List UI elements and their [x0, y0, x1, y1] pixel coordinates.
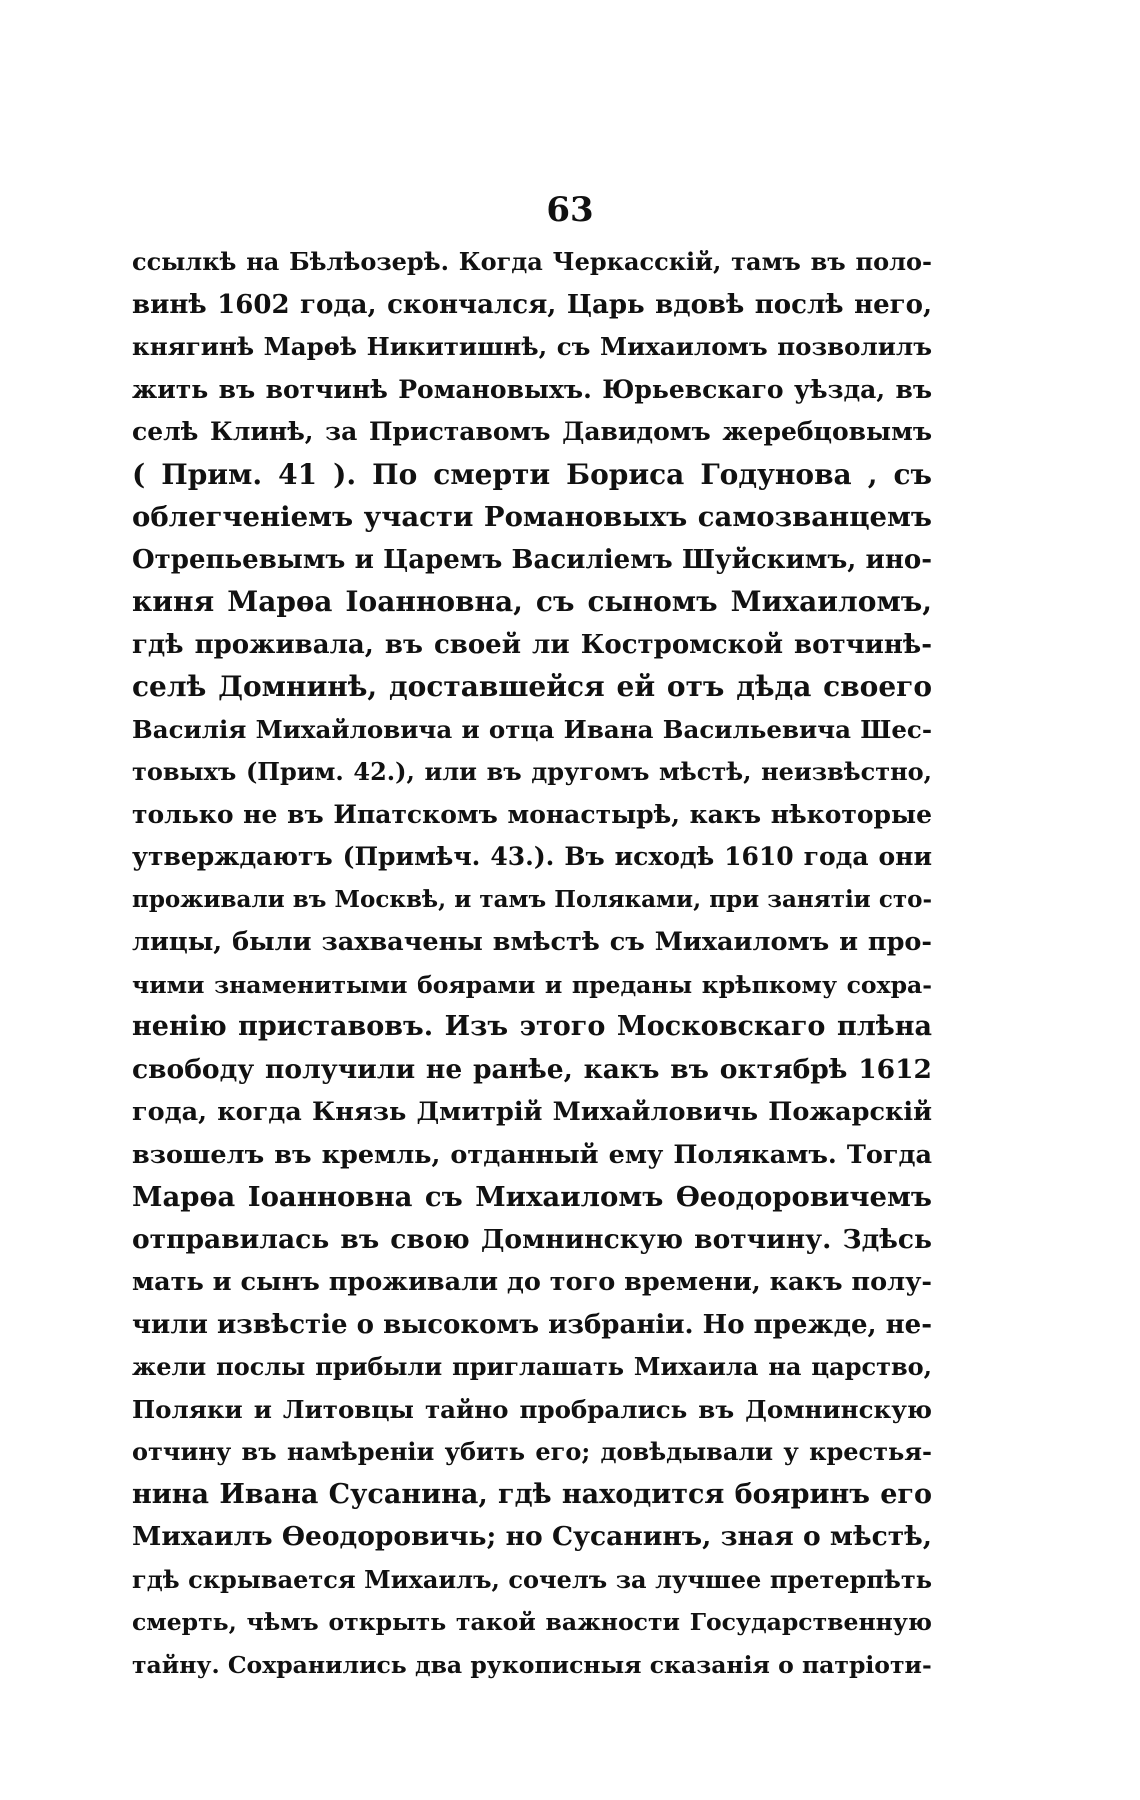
- text-line: Марѳа Іоанновна съ Михаиломъ Ѳеодоровичемъ: [132, 1181, 932, 1213]
- text-line: жить въ вотчинѣ Романовыхъ. Юрьевскаго уѣзда, въ: [132, 374, 932, 404]
- text-line: винѣ 1602 года, скончался, Царь вдовѣ послѣ него,: [132, 289, 932, 320]
- text-line: нина Ивана Сусанина, гдѣ находится бояринъ его: [132, 1478, 932, 1510]
- text-line: чили извѣстіе о высокомъ избраніи. Но прежде, не-: [132, 1309, 932, 1340]
- text-line: товыхъ (Прим. 42.), или въ другомъ мѣстѣ, неизвѣстно,: [132, 757, 932, 786]
- text-line: жели послы прибыли приглашать Михаила на царство,: [132, 1352, 932, 1381]
- text-line: ненію приставовъ. Изъ этого Московскаго плѣна: [132, 1011, 932, 1042]
- text-line: взошелъ въ кремль, отданный ему Полякамъ. Тогда: [132, 1139, 932, 1170]
- text-line: облегченіемъ участи Романовыхъ самозванцемъ: [132, 501, 932, 533]
- page-number: 63: [546, 190, 594, 230]
- text-line: проживали въ Москвѣ, и тамъ Поляками, при занятіи сто-: [132, 885, 932, 913]
- text-line: селѣ Клинѣ, за Приставомъ Давидомъ жеребцовымъ: [132, 417, 932, 446]
- text-line: чими знаменитыми боярами и преданы крѣпкому сохра-: [132, 970, 932, 999]
- text-line: свободу получили не ранѣе, какъ въ октябрѣ 1612: [132, 1053, 932, 1085]
- text-line: гдѣ проживала, въ своей ли Костромской вотчинѣ-: [132, 629, 932, 660]
- text-line: утверждаютъ (Примѣч. 43.). Въ исходѣ 1610 года они: [132, 842, 932, 871]
- text-line: гдѣ скрывается Михаилъ, сочелъ за лучшее претерпѣть: [132, 1564, 932, 1594]
- text-line: отправилась въ свою Домнинскую вотчину. Здѣсь: [132, 1223, 932, 1255]
- text-line: тайну. Сохранились два рукописныя сказанія о патріоти-: [132, 1650, 932, 1679]
- text-line: киня Марѳа Іоанновна, съ сыномъ Михаиломъ,: [132, 585, 932, 618]
- text-line: только не въ Ипатскомъ монастырѣ, какъ нѣкоторые: [132, 799, 932, 829]
- text-line: мать и сынъ проживали до того времени, какъ полу-: [132, 1267, 932, 1297]
- text-line: ссылкѣ на Бѣлѣозерѣ. Когда Черкасскій, тамъ въ поло-: [132, 247, 932, 276]
- text-line: Василія Михайловича и отца Ивана Васильевича Шес-: [132, 714, 932, 744]
- text-line: селѣ Домнинѣ, доставшейся ей отъ дѣда своего: [132, 670, 932, 703]
- body-text: [132, 241, 932, 1686]
- text-line: Поляки и Литовцы тайно пробрались въ Домнинскую: [132, 1394, 932, 1424]
- text-line: года, когда Князь Дмитрій Михайловичь Пожарскій: [132, 1097, 932, 1127]
- text-line: лицы, были захвачены вмѣстѣ съ Михаиломъ и про-: [132, 927, 932, 957]
- text-line: княгинѣ Марѳѣ Никитишнѣ, съ Михаиломъ позволилъ: [132, 332, 932, 361]
- text-line: отчину въ намѣреніи убить его; довѣдывали у крестья-: [132, 1437, 932, 1466]
- text-line: Михаилъ Ѳеодоровичь; но Сусанинъ, зная о мѣстѣ,: [132, 1521, 932, 1552]
- text-line: смерть, чѣмъ открыть такой важности Государственную: [132, 1608, 932, 1636]
- text-line: Отрепьевымъ и Царемъ Василіемъ Шуйскимъ, ино-: [132, 544, 932, 575]
- text-line: ( Прим. 41 ). По смерти Бориса Годунова , съ: [132, 457, 932, 491]
